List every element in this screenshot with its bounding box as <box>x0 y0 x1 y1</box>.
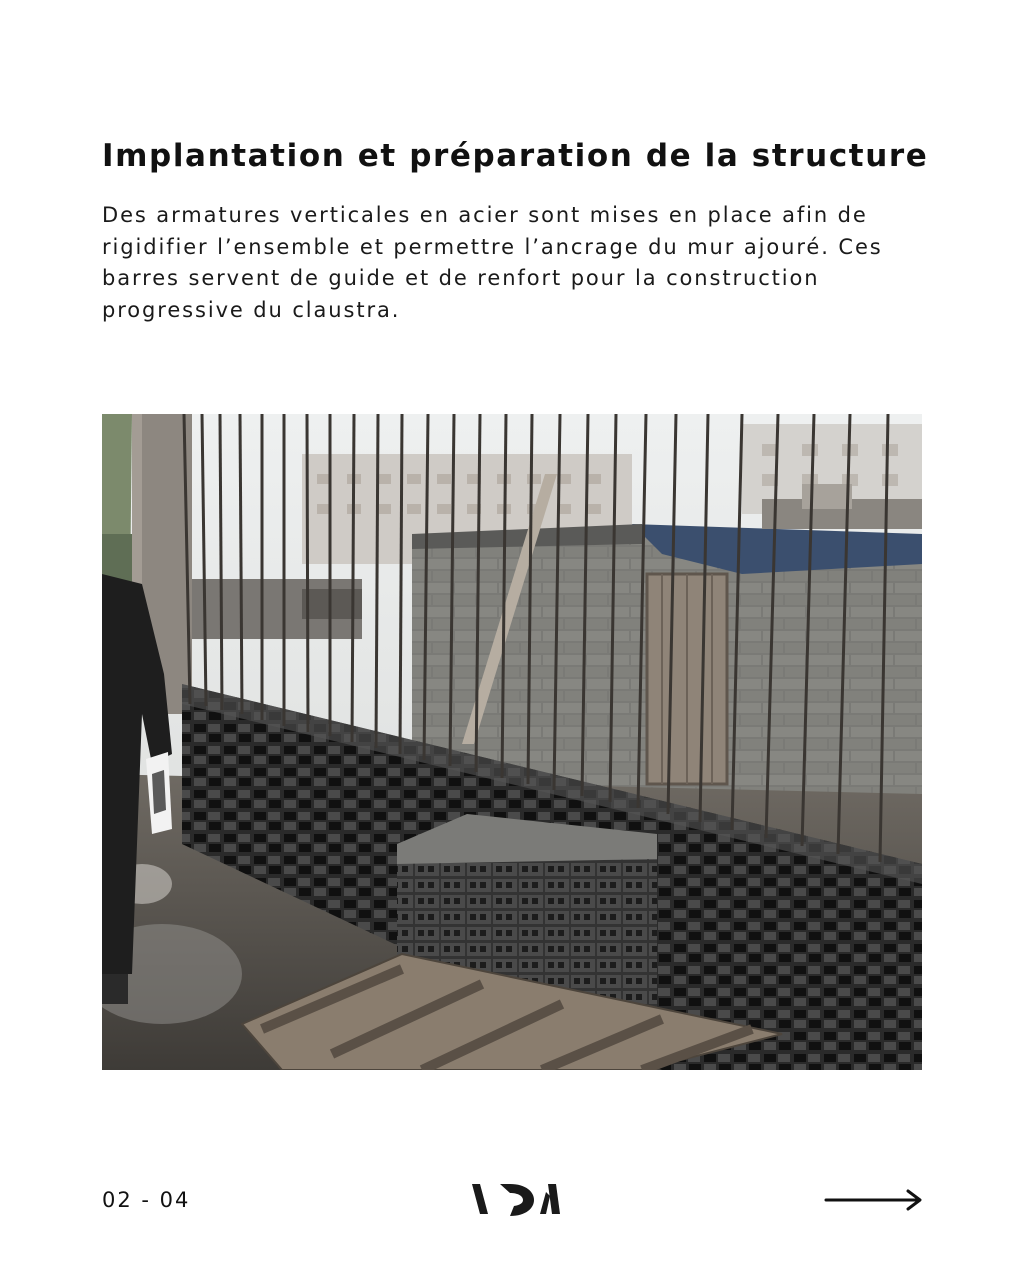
ada-logo-icon <box>468 1180 564 1220</box>
construction-photo-illustration <box>102 414 922 1070</box>
construction-photo <box>102 414 922 1070</box>
page-title: Implantation et préparation de la structure <box>102 138 929 174</box>
description-text: Des armatures verticales en acier sont mises en place afin de rigidifier l’ensemble et permettre l’ancrage du mur ajouré. Ces barres servent de guide et de renfort pour la construction progressive du claustra. <box>102 203 883 322</box>
page-indicator: 02 - 04 <box>102 1188 191 1212</box>
arrow-right-icon[interactable] <box>824 1186 924 1214</box>
